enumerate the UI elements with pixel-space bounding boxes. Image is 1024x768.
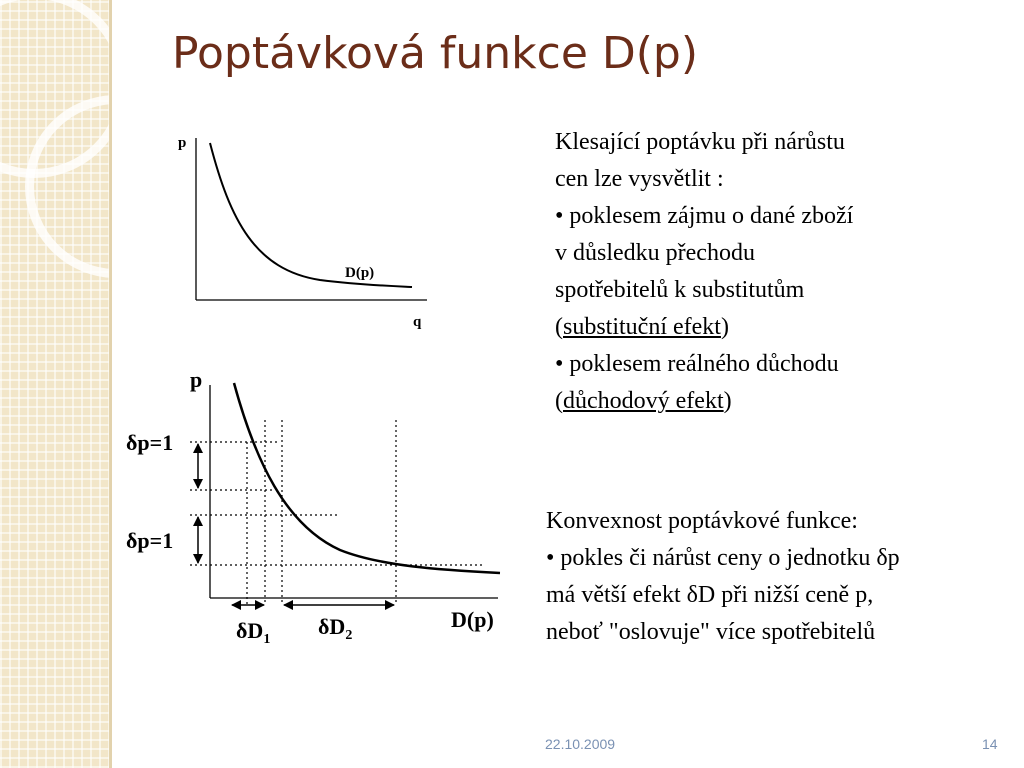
dotted-guides [190, 420, 485, 605]
substitution-effect-term: substituční efekt [563, 314, 721, 340]
bullet-item: • poklesem zájmu o dané zboží [555, 203, 854, 229]
footer-date: 22.10.2009 [545, 736, 616, 752]
delta-p-lower-value: p=1 [137, 528, 174, 553]
text-line: neboť "oslovuje" více spotřebitelů [546, 619, 876, 645]
demand-curve-diagram-top [170, 125, 440, 340]
delta-d1-main: D [247, 618, 264, 643]
slide-title: Poptávková funkce D(p) [172, 28, 699, 79]
delta-symbol: δ [126, 430, 138, 455]
y-axis-label: p [178, 135, 187, 151]
delta-d1-label [236, 618, 270, 647]
x-axis-label: q [413, 314, 422, 330]
paren-close: ) [720, 314, 729, 340]
curve-label: D(p) [451, 607, 494, 632]
explanation-substitution-income [555, 124, 853, 420]
delta-p-upper-value: p=1 [137, 430, 174, 455]
delta-d2-subscript: 2 [345, 628, 353, 643]
text-line [555, 309, 853, 346]
delta-d2-main: D [329, 614, 346, 639]
demand-curve [234, 383, 500, 573]
text-line: Klesající poptávku při nárůstu [555, 129, 845, 155]
page-number: 14 [982, 736, 998, 752]
paren-open: ( [555, 388, 563, 414]
income-effect-term: důchodový efekt [563, 388, 724, 414]
explanation-convexity [546, 503, 900, 651]
text-line: má větší efekt δD při nižší ceně p, [546, 582, 874, 608]
demand-curve [210, 143, 412, 287]
delta-symbol: δ [236, 618, 248, 643]
paren-close: ) [723, 388, 732, 414]
delta-symbol: δ [318, 614, 330, 639]
bullet-item: • pokles či nárůst ceny o jednotku δp [546, 545, 900, 571]
bullet-item: • poklesem reálného důchodu [555, 351, 839, 377]
text-line: cen lze vysvětlit : [555, 166, 724, 192]
text-line: Konvexnost poptávkové funkce: [546, 508, 858, 534]
delta-p-upper-label [126, 430, 173, 455]
decorative-sidebar [0, 0, 112, 768]
text-line: spotřebitelů k substitutům [555, 277, 805, 303]
curve-label: D(p) [345, 265, 375, 281]
delta-d1-subscript: 1 [263, 632, 271, 647]
text-line [555, 383, 853, 420]
delta-d2-label [318, 614, 352, 643]
paren-open: ( [555, 314, 563, 340]
text-line: v důsledku přechodu [555, 240, 755, 266]
demand-curve-diagram-bottom [110, 355, 515, 650]
y-axis-label: p [190, 367, 203, 392]
delta-p-lower-label [126, 528, 173, 553]
delta-symbol: δ [126, 528, 138, 553]
